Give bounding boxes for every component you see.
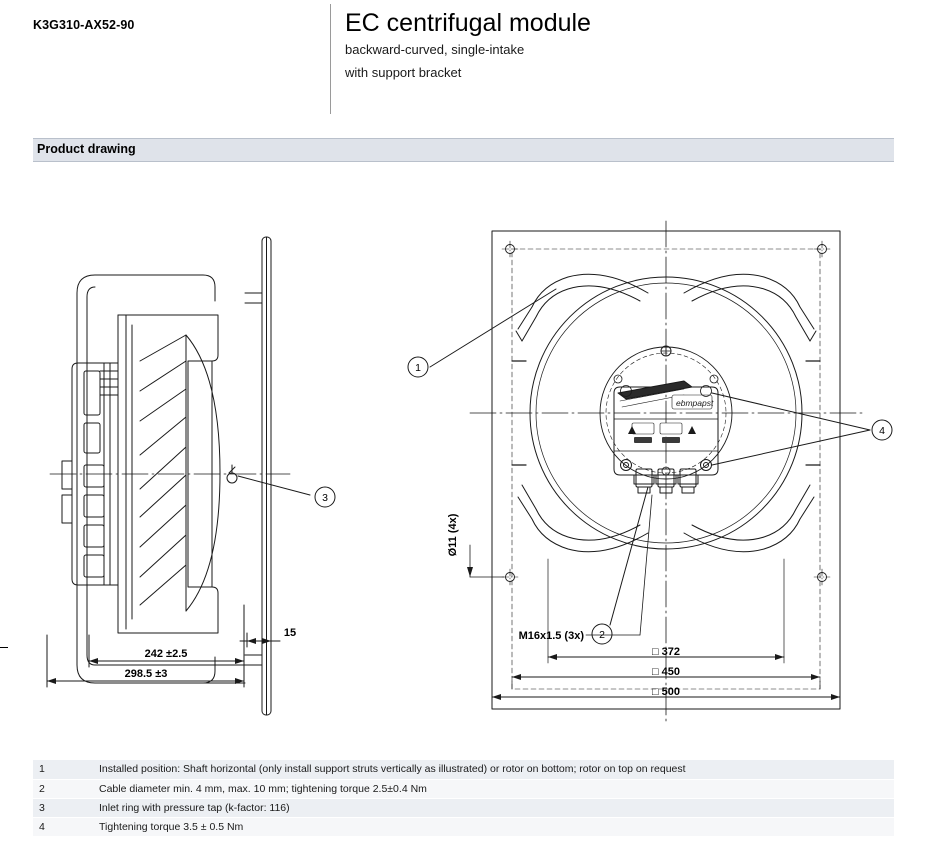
section-header-product-drawing	[33, 138, 894, 162]
dimension-500: □ 500	[651, 686, 681, 698]
front-view-group	[408, 221, 892, 721]
product-drawing	[0, 165, 927, 745]
note-text: Inlet ring with pressure tap (k-factor: 116)	[89, 798, 894, 817]
note-number: 2	[33, 779, 89, 798]
page-subtitle-2: with support bracket	[345, 65, 462, 80]
note-number: 3	[33, 798, 89, 817]
callout-4-label: 4	[879, 425, 885, 437]
page-subtitle-1: backward-curved, single-intake	[345, 42, 525, 57]
header-divider	[330, 4, 331, 114]
page-header	[0, 0, 927, 120]
dimension-242: 242 ±2.5	[144, 648, 188, 660]
note-text: Tightening torque 3.5 ± 0.5 Nm	[89, 817, 894, 836]
table-row	[33, 779, 894, 798]
note-text: Installed position: Shaft horizontal (only install support struts vertically as illustrated) or rotor on bottom; rotor on top on request	[89, 760, 894, 779]
thread-label: M16x1.5 (3x)	[518, 630, 584, 642]
note-number: 4	[33, 817, 89, 836]
table-row	[33, 817, 894, 836]
page-title: EC centrifugal module	[345, 9, 591, 37]
section-header-label: Product drawing	[37, 142, 136, 156]
hole-diameter-label: Ø11 (4x)	[447, 513, 459, 557]
note-text: Cable diameter min. 4 mm, max. 10 mm; tightening torque 2.5±0.4 Nm	[89, 779, 894, 798]
title-block	[345, 8, 591, 84]
table-row	[33, 760, 894, 779]
technical-drawing-svg	[0, 165, 927, 745]
notes-table	[33, 760, 894, 837]
model-code: K3G310-AX52-90	[33, 18, 135, 32]
callout-3-label: 3	[322, 492, 328, 504]
callout-2-label: 2	[599, 629, 605, 641]
dimension-15: 15	[283, 627, 297, 639]
dimension-372: □ 372	[651, 646, 681, 658]
side-view-group	[47, 237, 335, 715]
dimension-298: 298.5 ±3	[124, 668, 168, 680]
table-row	[33, 798, 894, 817]
dimension-450: □ 450	[651, 666, 681, 678]
note-number: 1	[33, 760, 89, 779]
callout-1-label: 1	[415, 362, 421, 374]
brand-logo-text: ebmpapst	[676, 398, 714, 408]
